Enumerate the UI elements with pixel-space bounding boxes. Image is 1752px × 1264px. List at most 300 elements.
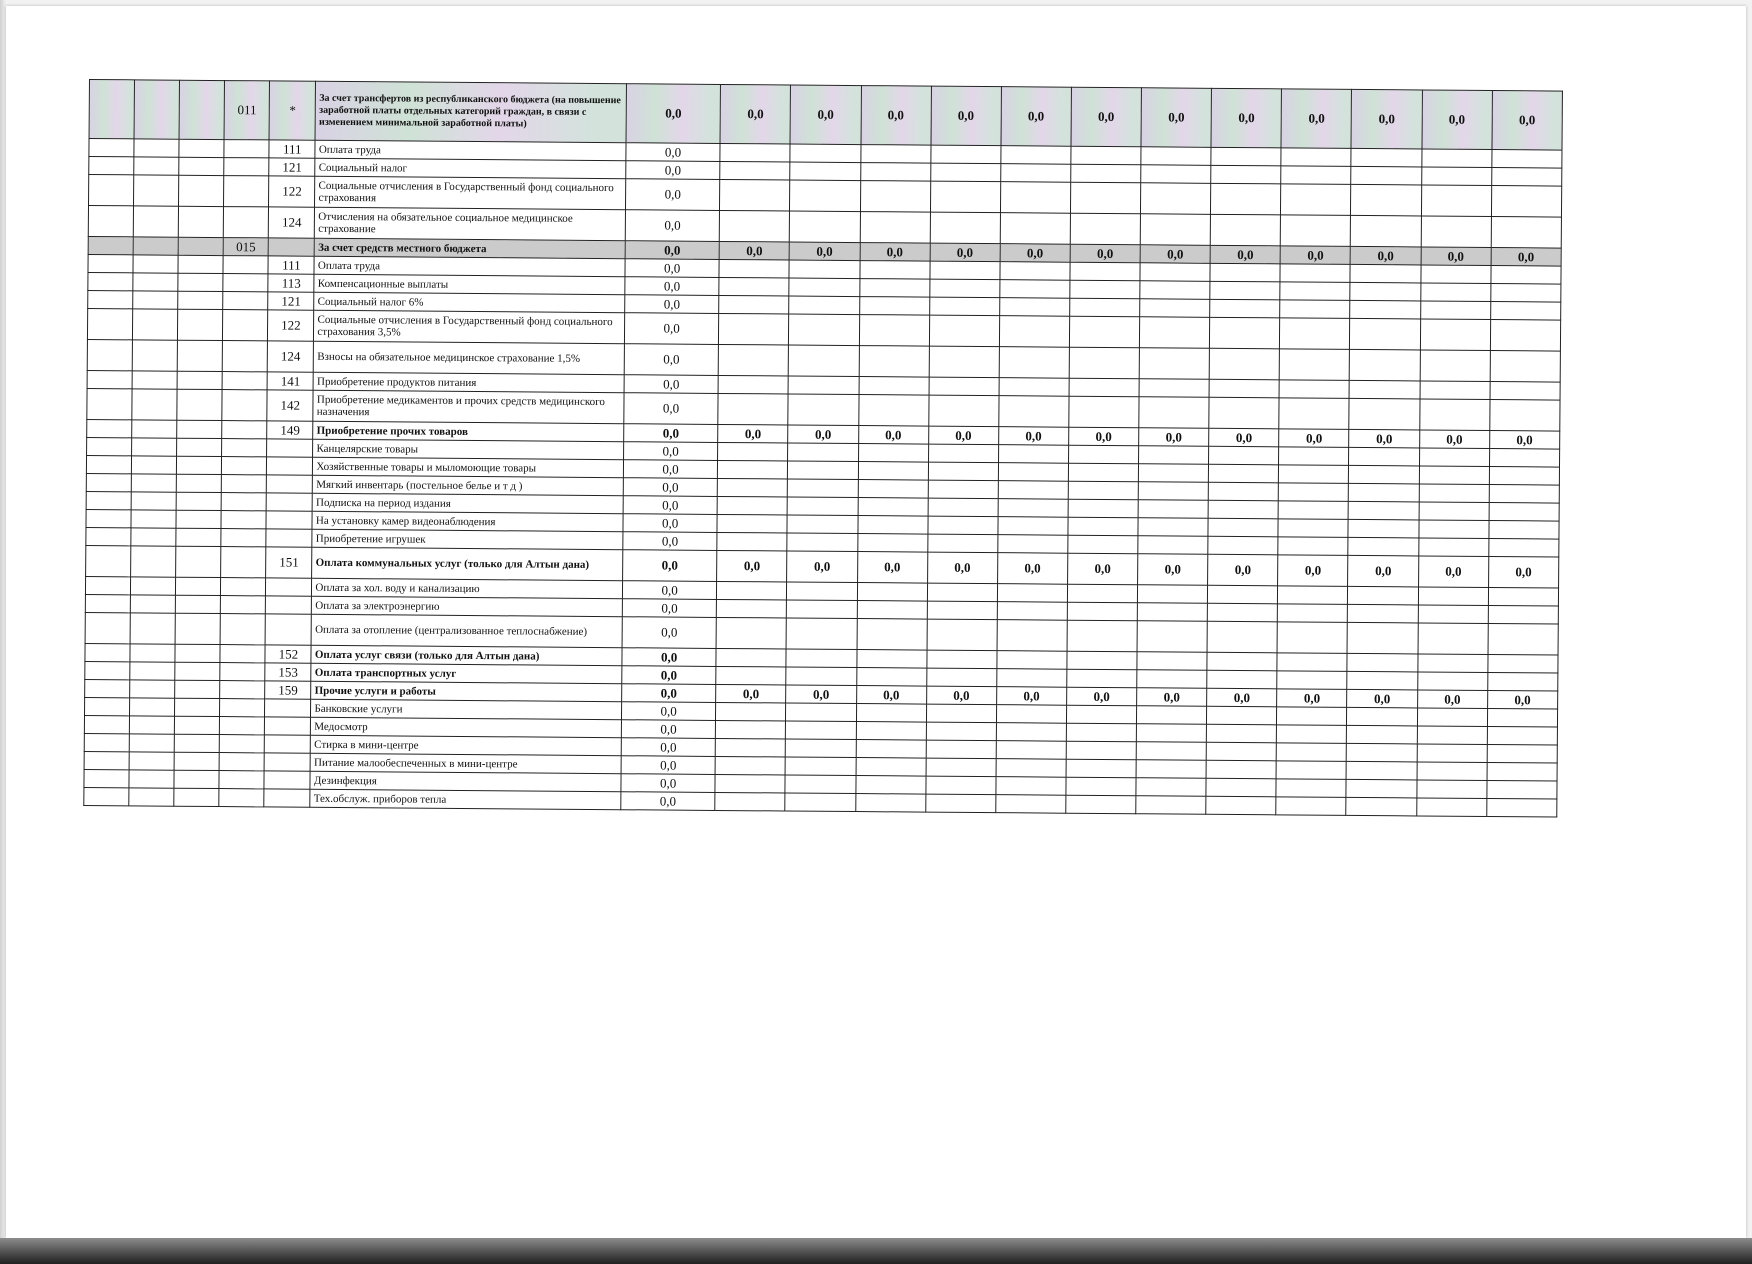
description-cell: Оплата за хол. воду и канализацию [312, 578, 623, 598]
month-value-cell: 0,0 [860, 243, 930, 262]
specifics-code-cell: 121 [269, 158, 315, 176]
month-value-cell [1070, 280, 1140, 299]
month-value-cell [719, 277, 789, 296]
month-value-cell [997, 620, 1067, 652]
month-value-cell [996, 759, 1066, 778]
month-value-cell [998, 499, 1068, 518]
month-value-cell [1421, 185, 1491, 217]
month-value-cell: 0,0 [720, 84, 791, 144]
empty-code-cell [129, 770, 174, 788]
month-value-cell [997, 651, 1067, 670]
empty-code-cell [176, 528, 221, 546]
month-value-cell [1278, 604, 1348, 623]
description-cell: Приобретение прочих товаров [313, 421, 624, 441]
month-value-cell [858, 444, 928, 463]
month-value-cell [1140, 281, 1210, 300]
description-cell: На установку камер видеонаблюдения [312, 511, 623, 531]
empty-code-cell [84, 751, 129, 769]
month-value-cell [1419, 466, 1489, 485]
empty-code-cell [87, 437, 132, 455]
month-value-cell [720, 143, 790, 162]
month-value-cell [1276, 779, 1346, 798]
total-cell: 0,0 [622, 684, 716, 703]
month-value-cell [925, 794, 995, 813]
month-value-cell [1421, 149, 1491, 168]
month-value-cell [788, 461, 858, 480]
month-value-cell: 0,0 [856, 686, 926, 705]
month-value-cell [857, 619, 927, 651]
specifics-code-cell [266, 529, 312, 547]
month-value-cell: 0,0 [996, 687, 1066, 706]
month-value-cell [997, 669, 1067, 688]
total-cell: 0,0 [624, 424, 718, 443]
month-value-cell [1418, 605, 1488, 624]
month-value-cell: 0,0 [1141, 88, 1212, 148]
month-value-cell [1068, 535, 1138, 554]
program-code-cell [220, 663, 265, 681]
month-value-cell [1279, 465, 1349, 484]
month-value-cell [1421, 216, 1491, 248]
specifics-code-cell: * [269, 81, 316, 140]
month-value-cell [1138, 536, 1208, 555]
month-value-cell [1136, 760, 1206, 779]
month-value-cell [1490, 400, 1560, 432]
empty-code-cell [132, 438, 177, 456]
month-value-cell [1349, 398, 1419, 430]
empty-code-cell [176, 492, 221, 510]
month-value-cell [1490, 320, 1560, 352]
month-value-cell [1068, 499, 1138, 518]
month-value-cell [928, 462, 998, 481]
month-value-cell [999, 316, 1069, 348]
month-value-cell [786, 649, 856, 668]
empty-code-cell [131, 474, 176, 492]
empty-code-cell [132, 420, 177, 438]
month-value-cell [1209, 397, 1279, 429]
description-cell: Приобретение медикаментов и прочих средств медицинского назначения [313, 390, 624, 423]
empty-code-cell [129, 716, 174, 734]
month-value-cell [1280, 300, 1350, 319]
month-value-cell [1137, 603, 1207, 622]
month-value-cell [717, 581, 787, 600]
program-code-cell [219, 789, 264, 807]
month-value-cell [790, 144, 860, 163]
total-cell: 0,0 [622, 617, 716, 649]
total-cell: 0,0 [623, 496, 717, 515]
month-value-cell: 0,0 [928, 426, 998, 445]
description-cell: Оплата труда [314, 256, 625, 276]
specifics-code-cell [266, 596, 312, 614]
program-code-cell [223, 256, 268, 274]
month-value-cell [929, 297, 999, 316]
month-value-cell: 0,0 [1281, 89, 1352, 149]
program-code-cell [222, 341, 267, 372]
empty-code-cell [175, 698, 220, 716]
total-cell: 0,0 [623, 460, 717, 479]
program-code-cell [221, 529, 266, 547]
month-value-cell [857, 516, 927, 535]
month-value-cell [998, 463, 1068, 482]
month-value-cell [1350, 282, 1420, 301]
empty-code-cell [179, 80, 225, 139]
empty-code-cell [178, 273, 223, 291]
empty-code-cell [177, 340, 222, 371]
month-value-cell [1488, 606, 1558, 625]
month-value-cell [926, 668, 996, 687]
month-value-cell [717, 599, 787, 618]
empty-code-cell [84, 715, 129, 733]
empty-code-cell [175, 662, 220, 680]
specifics-code-cell [266, 493, 312, 511]
month-value-cell [1489, 467, 1559, 486]
empty-code-cell [86, 545, 131, 576]
month-value-cell [1281, 148, 1351, 167]
month-value-cell [1349, 483, 1419, 502]
month-value-cell [718, 442, 788, 461]
empty-code-cell [130, 698, 175, 716]
month-value-cell [719, 295, 789, 314]
month-value-cell: 0,0 [1211, 88, 1282, 148]
month-value-cell [1489, 539, 1559, 558]
description-cell: Взносы на обязательное медицинское страхование 1,5% [314, 341, 625, 374]
month-value-cell [1211, 183, 1281, 215]
month-value-cell [1066, 705, 1136, 724]
month-value-cell [717, 496, 787, 515]
month-value-cell [1000, 213, 1070, 245]
total-cell: 0,0 [624, 393, 718, 425]
month-value-cell [1347, 743, 1417, 762]
month-value-cell [1206, 796, 1276, 815]
month-value-cell [927, 601, 997, 620]
month-value-cell: 0,0 [1279, 429, 1349, 448]
program-code-cell [224, 158, 269, 176]
total-cell: 0,0 [623, 514, 717, 533]
month-value-cell [1279, 380, 1349, 399]
month-value-cell [1488, 588, 1558, 607]
month-value-cell [1487, 745, 1557, 764]
month-value-cell [858, 498, 928, 517]
month-value-cell [1418, 654, 1488, 673]
month-value-cell [1280, 318, 1350, 350]
program-code-cell [221, 475, 266, 493]
description-cell: Мягкий инвентарь (постельное белье и т д ) [313, 475, 624, 495]
total-cell: 0,0 [622, 702, 716, 721]
month-value-cell [1068, 463, 1138, 482]
month-value-cell [1069, 347, 1139, 379]
total-cell: 0,0 [622, 581, 716, 600]
empty-code-cell [88, 290, 133, 308]
month-value-cell [719, 259, 789, 278]
total-cell: 0,0 [622, 648, 716, 667]
month-value-cell [1492, 150, 1562, 169]
month-value-cell [1278, 586, 1348, 605]
empty-code-cell [179, 139, 224, 157]
month-value-cell [1137, 670, 1207, 689]
month-value-cell [999, 298, 1069, 317]
month-value-cell: 0,0 [1138, 554, 1208, 586]
month-value-cell [1000, 280, 1070, 299]
month-value-cell [790, 180, 860, 212]
month-value-cell [1280, 264, 1350, 283]
month-value-cell: 0,0 [1351, 246, 1421, 265]
month-value-cell [857, 534, 927, 553]
month-value-cell [998, 481, 1068, 500]
month-value-cell [856, 704, 926, 723]
empty-code-cell [178, 291, 223, 309]
month-value-cell [720, 161, 790, 180]
month-value-cell: 0,0 [1208, 554, 1278, 586]
month-value-cell [1350, 349, 1420, 381]
month-value-cell: 0,0 [1277, 689, 1347, 708]
month-value-cell [718, 375, 788, 394]
month-value-cell: 0,0 [1491, 248, 1561, 267]
month-value-cell [930, 261, 1000, 280]
month-value-cell [1067, 669, 1137, 688]
total-cell: 0,0 [626, 143, 720, 162]
month-value-cell [929, 279, 999, 298]
specifics-code-cell: 124 [268, 341, 314, 372]
month-value-cell [1350, 264, 1420, 283]
empty-code-cell [85, 643, 130, 661]
month-value-cell [1000, 182, 1070, 214]
month-value-cell [1487, 780, 1557, 799]
month-value-cell [1211, 147, 1281, 166]
empty-code-cell [132, 389, 177, 420]
total-cell: 0,0 [623, 532, 717, 551]
month-value-cell [788, 443, 858, 462]
total-cell: 0,0 [622, 599, 716, 618]
month-value-cell: 0,0 [1487, 691, 1557, 710]
month-value-cell [1419, 448, 1489, 467]
month-value-cell [1277, 622, 1347, 654]
empty-code-cell [134, 157, 179, 175]
month-value-cell [1418, 538, 1488, 557]
month-value-cell [1069, 378, 1139, 397]
month-value-cell [928, 498, 998, 517]
month-value-cell [789, 345, 859, 377]
month-value-cell [930, 163, 1000, 182]
month-value-cell [1138, 518, 1208, 537]
specifics-code-cell: 142 [267, 390, 313, 421]
month-value-cell [1488, 624, 1558, 656]
month-value-cell [997, 602, 1067, 621]
month-value-cell [715, 774, 785, 793]
empty-code-cell [131, 528, 176, 546]
empty-code-cell [131, 456, 176, 474]
empty-code-cell [87, 339, 132, 370]
empty-code-cell [176, 577, 221, 595]
month-value-cell [1420, 381, 1490, 400]
specifics-code-cell [265, 699, 311, 717]
month-value-cell [1346, 779, 1416, 798]
month-value-cell [1067, 651, 1137, 670]
month-value-cell [1418, 587, 1488, 606]
month-value-cell [1276, 761, 1346, 780]
month-value-cell [1347, 761, 1417, 780]
month-value-cell [1066, 795, 1136, 814]
month-value-cell [1348, 519, 1418, 538]
total-cell: 0,0 [624, 313, 718, 345]
month-value-cell [1207, 621, 1277, 653]
month-value-cell [1346, 797, 1416, 816]
empty-code-cell [87, 370, 132, 388]
specifics-code-cell [265, 614, 311, 645]
month-value-cell [787, 600, 857, 619]
month-value-cell [1138, 482, 1208, 501]
total-cell: 0,0 [621, 792, 715, 811]
program-code-cell [224, 176, 269, 207]
month-value-cell [999, 396, 1069, 428]
month-value-cell [927, 534, 997, 553]
month-value-cell: 0,0 [1348, 555, 1418, 587]
month-value-cell [929, 377, 999, 396]
empty-code-cell [131, 577, 176, 595]
description-cell: Компенсационные выплаты [314, 274, 625, 294]
month-value-cell [929, 346, 999, 378]
month-value-cell: 0,0 [1140, 245, 1210, 264]
total-cell: 0,0 [623, 550, 717, 582]
month-value-cell [860, 145, 930, 164]
program-code-cell [222, 421, 267, 439]
month-value-cell [858, 480, 928, 499]
empty-code-cell [174, 770, 219, 788]
month-value-cell [1208, 500, 1278, 519]
program-code-cell [223, 207, 268, 238]
total-cell: 0,0 [626, 161, 720, 180]
month-value-cell [1280, 282, 1350, 301]
month-value-cell [1141, 147, 1211, 166]
specifics-code-cell: 159 [265, 681, 311, 699]
month-value-cell [1210, 281, 1280, 300]
month-value-cell [931, 145, 1001, 164]
month-value-cell [1351, 184, 1421, 216]
empty-code-cell [175, 716, 220, 734]
month-value-cell [1420, 319, 1490, 351]
month-value-cell [856, 758, 926, 777]
specifics-code-cell: 111 [269, 140, 315, 158]
month-value-cell [716, 702, 786, 721]
month-value-cell: 0,0 [998, 427, 1068, 446]
empty-code-cell [178, 309, 223, 340]
month-value-cell [1140, 263, 1210, 282]
total-cell: 0,0 [621, 738, 715, 757]
month-value-cell [1210, 317, 1280, 349]
month-value-cell [719, 210, 789, 242]
month-value-cell: 0,0 [857, 552, 927, 584]
month-value-cell [927, 619, 997, 651]
month-value-cell [1351, 166, 1421, 185]
month-value-cell: 0,0 [1489, 431, 1559, 450]
month-value-cell [788, 394, 858, 426]
specifics-code-cell [267, 439, 313, 457]
month-value-cell [859, 377, 929, 396]
month-value-cell [1420, 350, 1490, 382]
program-code-cell [223, 274, 268, 292]
month-value-cell [1209, 446, 1279, 465]
empty-code-cell [175, 613, 220, 644]
program-code-cell [221, 511, 266, 529]
month-value-cell [1001, 146, 1071, 165]
month-value-cell [856, 668, 926, 687]
total-cell: 0,0 [626, 179, 720, 211]
month-value-cell [1001, 164, 1071, 183]
month-value-cell [787, 533, 857, 552]
month-value-cell [715, 792, 785, 811]
month-value-cell [1347, 725, 1417, 744]
month-value-cell: 0,0 [1418, 556, 1488, 588]
month-value-cell [1490, 351, 1560, 383]
description-cell: Социальные отчисления в Государственный фонд социального страхования 3,5% [314, 310, 625, 343]
month-value-cell [1069, 396, 1139, 428]
program-code-cell [223, 310, 268, 341]
empty-code-cell [175, 680, 220, 698]
month-value-cell: 0,0 [1137, 688, 1207, 707]
month-value-cell [1209, 464, 1279, 483]
month-value-cell [1208, 585, 1278, 604]
empty-code-cell [130, 680, 175, 698]
specifics-code-cell [266, 578, 312, 596]
month-value-cell [1208, 536, 1278, 555]
month-value-cell [1487, 727, 1557, 746]
month-value-cell [787, 515, 857, 534]
month-value-cell [1421, 167, 1491, 186]
month-value-cell [1491, 284, 1561, 303]
description-cell: Оплата коммунальных услуг (только для Алтын дана) [312, 547, 623, 580]
month-value-cell [855, 776, 925, 795]
month-value-cell: 0,0 [717, 550, 787, 582]
empty-code-cell [177, 456, 222, 474]
empty-code-cell [131, 510, 176, 528]
month-value-cell [1139, 397, 1209, 429]
month-value-cell: 0,0 [1067, 687, 1137, 706]
month-value-cell [1348, 622, 1418, 654]
month-value-cell [1210, 263, 1280, 282]
month-value-cell [1000, 262, 1070, 281]
month-value-cell [927, 650, 997, 669]
description-cell: Оплата за электроэнергию [312, 596, 623, 616]
description-cell: Оплата труда [315, 140, 626, 160]
specifics-code-cell: 122 [268, 310, 314, 341]
month-value-cell [1351, 215, 1421, 247]
month-value-cell [998, 535, 1068, 554]
month-value-cell [1070, 182, 1140, 214]
month-value-cell [926, 740, 996, 759]
month-value-cell [1488, 655, 1558, 674]
month-value-cell [787, 497, 857, 516]
month-value-cell [1136, 796, 1206, 815]
empty-code-cell [129, 734, 174, 752]
month-value-cell [1210, 299, 1280, 318]
empty-code-cell [174, 788, 219, 806]
empty-code-cell [175, 595, 220, 613]
month-value-cell [1071, 164, 1141, 183]
month-value-cell [1071, 146, 1141, 165]
month-value-cell [717, 514, 787, 533]
description-cell: Тех.обслуж. приборов тепла [310, 789, 621, 809]
month-value-cell [1349, 501, 1419, 520]
month-value-cell [1419, 399, 1489, 431]
specifics-code-cell [265, 717, 311, 735]
month-value-cell [996, 795, 1066, 814]
month-value-cell [859, 261, 929, 280]
month-value-cell [1491, 217, 1561, 249]
month-value-cell [1207, 670, 1277, 689]
month-value-cell [716, 617, 786, 649]
total-cell: 0,0 [622, 666, 716, 685]
empty-code-cell [178, 237, 223, 255]
description-cell: Социальный налог [315, 158, 626, 178]
empty-code-cell [178, 206, 223, 237]
